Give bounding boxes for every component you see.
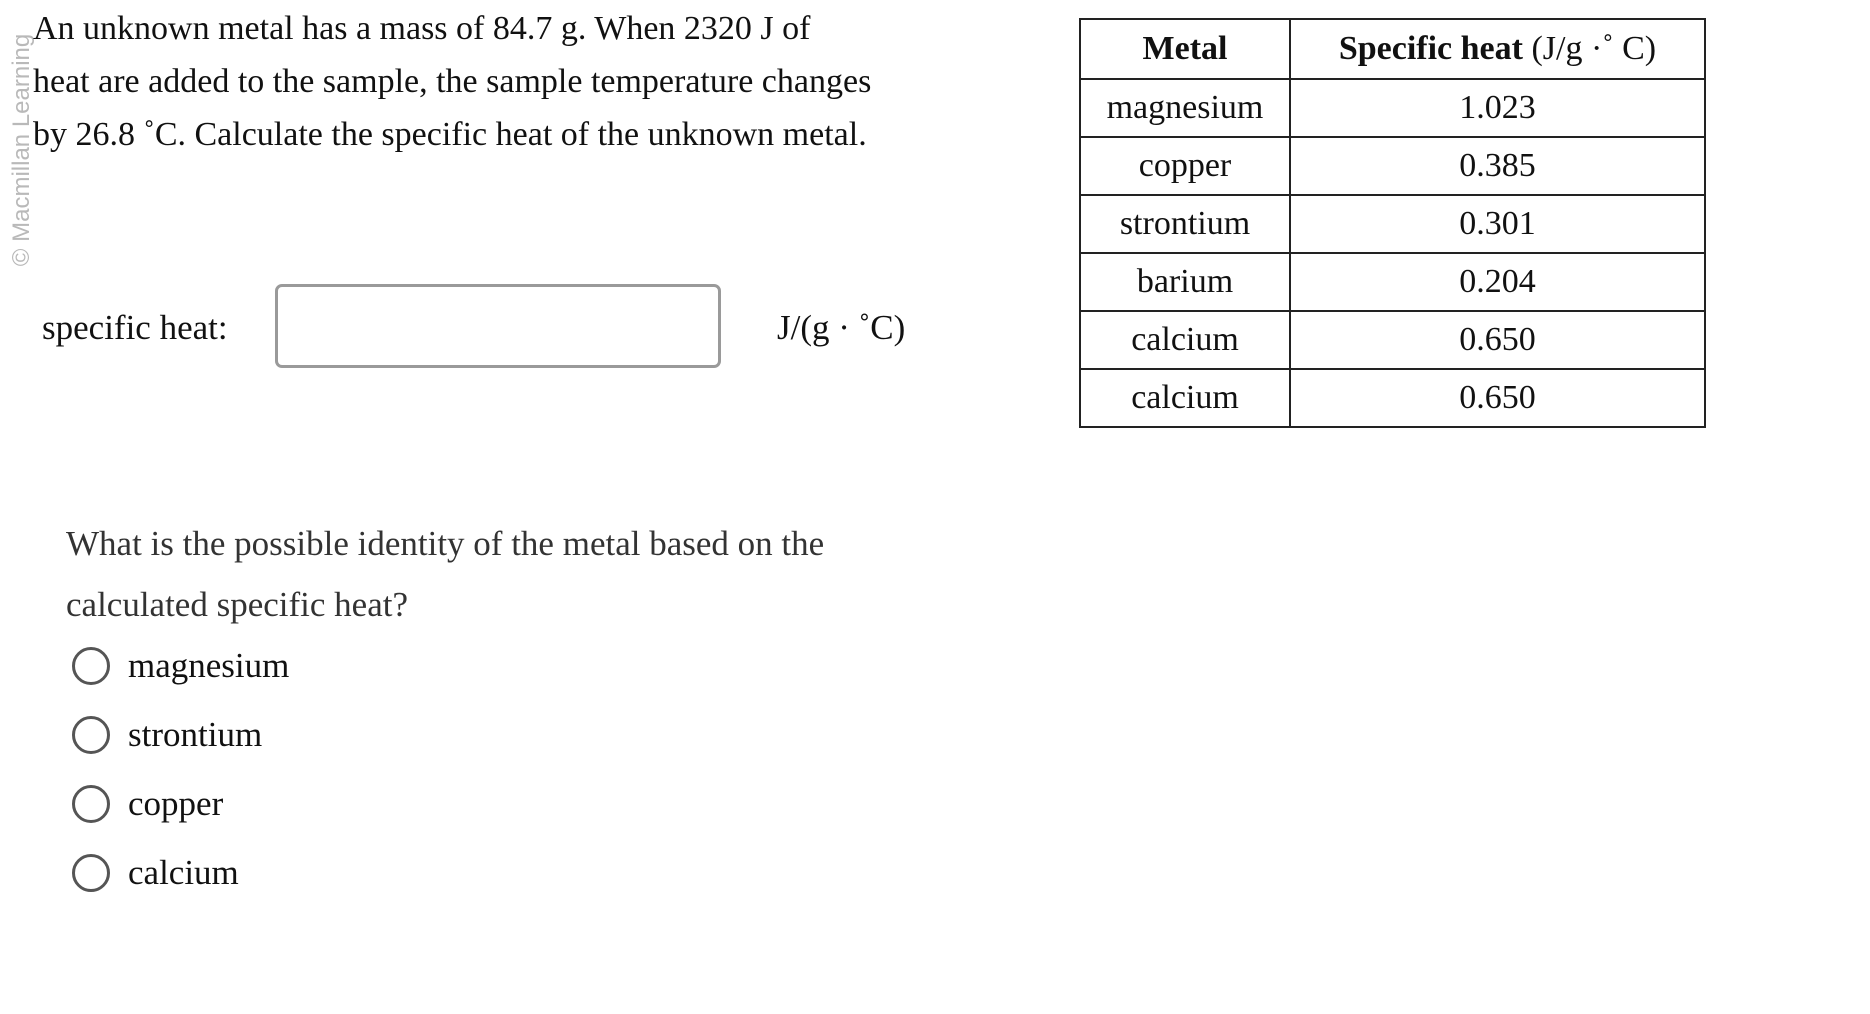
problem-line: by 26.8 ˚C. Calculate the specific heat of the unknown metal. bbox=[33, 116, 867, 153]
metal-cell: calcium bbox=[1080, 311, 1290, 369]
problem-statement bbox=[33, 2, 933, 161]
option-label: magnesium bbox=[128, 646, 290, 685]
option-label: strontium bbox=[128, 715, 263, 754]
option-strontium[interactable] bbox=[72, 710, 472, 760]
metal-cell: magnesium bbox=[1080, 79, 1290, 137]
option-magnesium[interactable] bbox=[72, 641, 472, 691]
specific-heat-cell: 0.385 bbox=[1290, 137, 1705, 195]
radio-button[interactable] bbox=[72, 716, 110, 754]
specific-heat-cell: 0.301 bbox=[1290, 195, 1705, 253]
problem-line: An unknown metal has a mass of 84.7 g. When 2320 J of bbox=[33, 10, 811, 47]
specific-heat-cell: 0.650 bbox=[1290, 311, 1705, 369]
metal-cell: calcium bbox=[1080, 369, 1290, 427]
option-calcium[interactable] bbox=[72, 848, 472, 898]
problem-line: heat are added to the sample, the sample temperature changes bbox=[33, 63, 872, 100]
question-line: What is the possible identity of the metal based on the bbox=[66, 524, 825, 563]
table-row bbox=[1080, 253, 1705, 311]
table-row bbox=[1080, 137, 1705, 195]
metal-cell: barium bbox=[1080, 253, 1290, 311]
radio-button[interactable] bbox=[72, 647, 110, 685]
identity-question bbox=[66, 513, 926, 635]
column-header-specific-heat-title: Specific heat bbox=[1338, 30, 1523, 67]
column-header-specific-heat-unit: (J/g ·˚ C) bbox=[1531, 30, 1657, 67]
table-row bbox=[1080, 311, 1705, 369]
column-header-specific-heat bbox=[1290, 19, 1705, 79]
option-label: copper bbox=[128, 784, 224, 823]
specific-heat-cell: 1.023 bbox=[1290, 79, 1705, 137]
table-row bbox=[1080, 195, 1705, 253]
specific-heat-cell: 0.204 bbox=[1290, 253, 1705, 311]
watermark-text: © Macmillan Learning bbox=[8, 33, 35, 267]
option-copper[interactable] bbox=[72, 779, 472, 829]
specific-heat-input[interactable] bbox=[275, 284, 721, 368]
table-row bbox=[1080, 369, 1705, 427]
radio-button[interactable] bbox=[72, 854, 110, 892]
radio-button[interactable] bbox=[72, 785, 110, 823]
specific-heat-unit: J/(g · ˚C) bbox=[777, 308, 906, 347]
specific-heat-label: specific heat: bbox=[42, 308, 228, 347]
specific-heat-answer-row bbox=[42, 280, 942, 372]
table-row bbox=[1080, 79, 1705, 137]
metal-cell: strontium bbox=[1080, 195, 1290, 253]
column-header-metal: Metal bbox=[1080, 19, 1290, 79]
specific-heat-table bbox=[1079, 18, 1706, 428]
table-header-row bbox=[1080, 19, 1705, 79]
metal-cell: copper bbox=[1080, 137, 1290, 195]
option-label: calcium bbox=[128, 853, 239, 892]
specific-heat-cell: 0.650 bbox=[1290, 369, 1705, 427]
question-line: calculated specific heat? bbox=[66, 585, 409, 624]
